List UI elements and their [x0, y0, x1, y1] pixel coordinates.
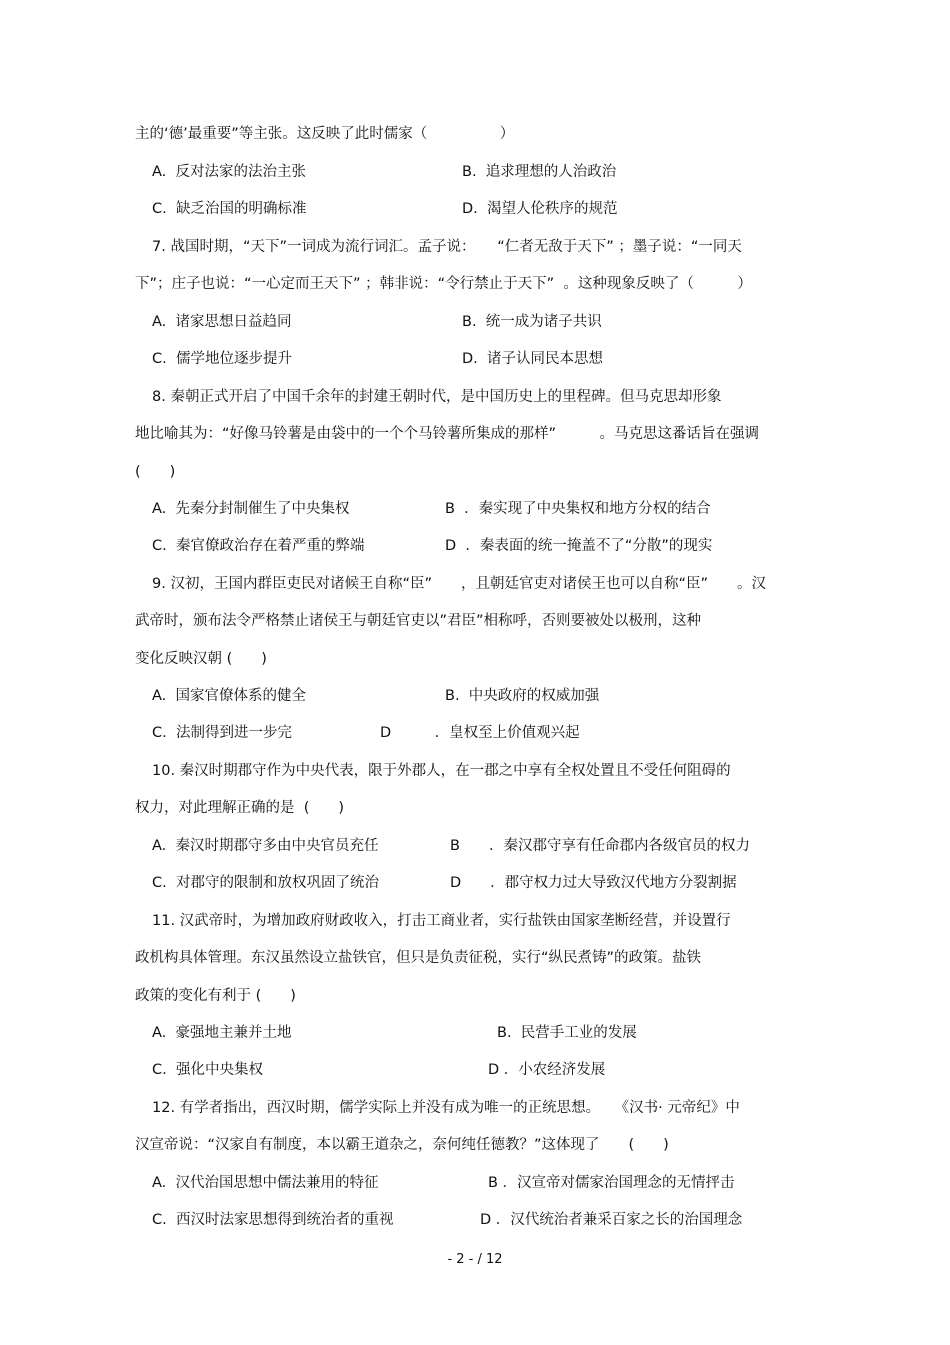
option-d: D. 渴望人伦秩序的规范	[462, 201, 618, 217]
option-a: A. 豪强地主兼并土地	[152, 1025, 292, 1041]
question-11-line-1: 11. 汉武帝时，为增加政府财政收入，打击工商业者，实行盐铁由国家垄断经营，并设置行	[152, 913, 731, 929]
question-8-line-3: ( )	[135, 464, 176, 480]
text-line: 主的‘德’最重要”等主张。这反映了此时儒家（ ）	[135, 126, 515, 142]
option-a: A. 汉代治国思想中儒法兼用的特征	[152, 1175, 379, 1191]
option-c: C. 西汉时法家思想得到统治者的重视	[152, 1212, 394, 1228]
question-10-line-2: 权力，对此理解正确的是 ( )	[135, 800, 345, 816]
option-d: D ．小农经济发展	[488, 1062, 606, 1078]
option-d: D ．郡守权力过大导致汉代地方分裂割据	[450, 875, 737, 891]
question-8-line-2: 地比喻其为：“好像马铃薯是由袋中的一个个马铃薯所集成的那样” 。马克思这番话旨在强调	[135, 426, 760, 442]
question-10-line-1: 10. 秦汉时期郡守作为中央代表，限于外郡人，在一郡之中享有全权处置且不受任何阻碍的	[152, 763, 731, 779]
option-a: A. 国家官僚体系的健全	[152, 688, 306, 704]
option-a: A. 秦汉时期郡守多由中央官员充任	[152, 838, 379, 854]
option-b: B ．秦实现了中央集权和地方分权的结合	[445, 501, 711, 517]
question-11-line-3: 政策的变化有利于 ( )	[135, 988, 296, 1004]
question-7-line-1: 7. 战国时期，“天下”一词成为流行词汇。孟子说： “仁者无敌于天下” ；墨子说：“一同天	[152, 239, 742, 255]
page-number: - 2 - / 12	[447, 1252, 503, 1267]
option-c: C. 法制得到进一步完	[152, 725, 292, 741]
option-b: B. 追求理想的人治政治	[462, 164, 617, 180]
question-9-line-1: 9. 汉初，王国内群臣吏民对诸候王自称“臣” ，且朝廷官吏对诸侯王也可以自称“臣” 。汉	[152, 576, 766, 592]
question-11-line-2: 政机构具体管理。东汉虽然设立盐铁官，但只是负责征税，实行“纵民煮铸”的政策。盐铁	[135, 950, 702, 966]
option-c: C. 强化中央集权	[152, 1062, 263, 1078]
option-b: B. 统一成为诸子共识	[462, 314, 602, 330]
question-8-line-1: 8. 秦朝正式开启了中国千余年的封建王朝时代，是中国历史上的里程碑。但马克思却形象	[152, 389, 722, 405]
option-a: A. 反对法家的法治主张	[152, 164, 306, 180]
option-b: B. 民营手工业的发展	[497, 1025, 637, 1041]
option-d: D ．皇权至上价值观兴起	[380, 725, 580, 741]
question-12-line-2: 汉宣帝说：“汉家自有制度，本以霸王道杂之，奈何纯任德教？”这体现了 ( )	[135, 1137, 669, 1153]
option-d: D. 诸子认同民本思想	[462, 351, 603, 367]
option-d: D ．汉代统治者兼采百家之长的治国理念	[480, 1212, 743, 1228]
question-12-line-1: 12. 有学者指出，西汉时期，儒学实际上并没有成为唯一的正统思想。 《汉书· 元帝纪》中	[152, 1100, 740, 1116]
option-a: A. 诸家思想日益趋同	[152, 314, 292, 330]
question-7-line-2: 下”；庄子也说：“一心定而王天下” ；韩非说：“令行禁止于天下” 。这种现象反映了（ ）	[135, 276, 752, 292]
option-c: C. 对郡守的限制和放权巩固了统治	[152, 875, 379, 891]
question-9-line-3: 变化反映汉朝 ( )	[135, 651, 267, 667]
option-c: C. 秦官僚政治存在着严重的弊端	[152, 538, 365, 554]
option-a: A. 先秦分封制催生了中央集权	[152, 501, 350, 517]
question-9-line-2: 武帝时，颁布法令严格禁止诸侯王与朝廷官吏以”君臣”相称呼，否则要被处以极刑，这种	[135, 613, 702, 629]
option-d: D ．秦表面的统一掩盖不了“分散”的现实	[445, 538, 713, 554]
option-c: C. 儒学地位逐步提升	[152, 351, 292, 367]
option-b: B. 中央政府的权威加强	[445, 688, 600, 704]
option-c: C. 缺乏治国的明确标准	[152, 201, 307, 217]
option-b: B ．秦汉郡守享有任命郡内各级官员的权力	[450, 838, 750, 854]
option-b: B ．汉宣帝对儒家治国理念的无情抨击	[488, 1175, 735, 1191]
